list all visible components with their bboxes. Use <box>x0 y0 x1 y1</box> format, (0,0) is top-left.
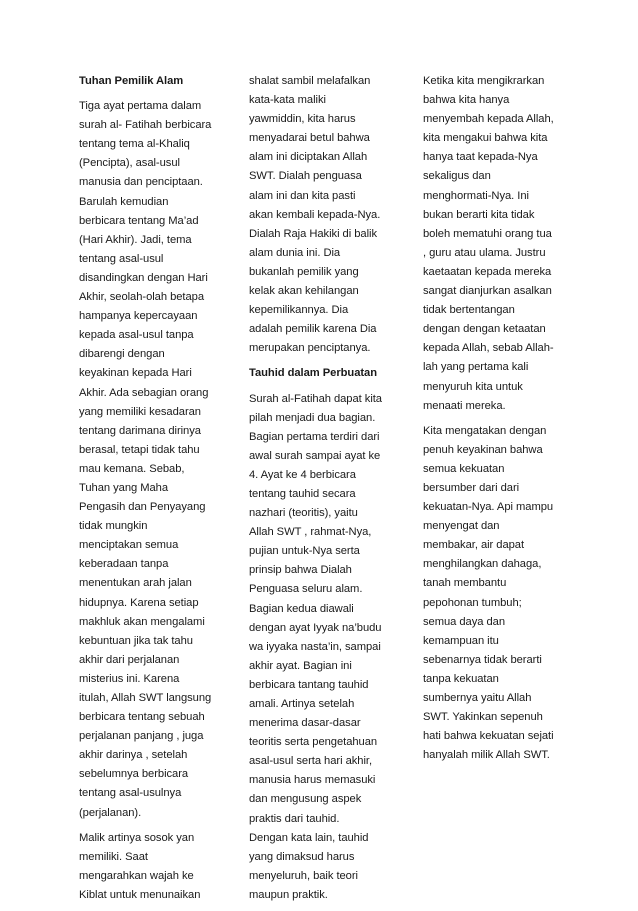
section-heading-tuhan-pemilik-alam: Tuhan Pemilik Alam <box>79 75 184 87</box>
paragraph: Kita mengatakan dengan penuh keyakinan bahwa semua kekuatan bersumber dari dari kekuatan-Nya. Api mampu menyengat dan membakar, air dapat menghilangkan dahaga, tanah membantu pepohonan tumbuh; semua daya dan kemampuan itu sebenarnya tidak berarti tanpa kekuatan sumbernya yaitu Allah SWT. Yakinkan sepenuh hati bahwa kekuatan sejati hanyalah milik Allah SWT. <box>423 424 554 762</box>
section-heading-tauhid-dalam-perbuatan: Tauhid dalam Perbuatan <box>249 367 377 380</box>
column-3 <box>423 72 566 771</box>
paragraph: Ketika kita mengikrarkan bahwa kita hanya menyembah kepada Allah, kita mengakui bahwa kita hanya taat kepada-Nya sekaligus dan menghormati-Nya. Ini bukan berarti kita tidak boleh mematuhi orang tua , guru atau ulama. Justru kaetaatan kepada mereka sangat dianjurkan asalkan tidak bertentangan dengan dengan ketaatan kepada Allah, sebab Allah- lah yang pertama kali menyuruh kita untuk menaati mereka. <box>423 75 554 412</box>
paragraph: Tiga ayat pertama dalam surah al- Fatihah berbicara tentang tema al-Khaliq (Pencipta), asal-usul manusia dan penciptaan. Barulah kemudian berbicara tentang Ma’ad (Hari Akhir). Jadi, tema tentang asal-usul disandingkan dengan Hari Akhir, seolah-olah betapa hampanya kepercayaan kepada asal-usul tanpa dibarengi dengan keyakinan kepada Hari Akhir. Ada sebagian orang yang memiliki kesadaran tentang darimana dirinya berasal, tetapi tidak tahu mau kemana. Sebab, Tuhan yang Maha Pengasih dan Penyayang tidak mungkin menciptakan semua keberadaan tanpa menentukan arah jalan hidupnya. Karena setiap makhluk akan mengalami kebuntuan jika tak tahu akhir dari perjalanan misterius ini. Karena itulah, Allah SWT langsung berbicara tentang sebuah perjalanan panjang , juga akhir darinya , setelah sebelumnya berbicara tentang asal-usulnya (perjalanan). <box>79 100 212 819</box>
column-2 <box>249 72 399 911</box>
paragraph: Surah al-Fatihah dapat kita pilah menjadi dua bagian. Bagian pertama terdiri dari awal surah sampai ayat ke 4. Ayat ke 4 berbicara tentang tauhid secara nazhari (teoritis), yaitu Allah SWT , rahmat-Nya, pujian untuk-Nya serta prinsip bahwa Dialah Penguasa seluru alam. Bagian kedua diawali dengan ayat Iyyak na’budu wa iyyaka nasta’in, sampai akhir ayat. Bagian ini berbicara tantang tauhid amali. Artinya setelah menerima dasar-dasar teoritis serta pengetahuan asal-usul serta hari akhir, manusia harus memasuki dan mengusung aspek praktis dari tauhid. Dengan kata lain, tauhid yang dimaksud harus menyeluruh, baik teori maupun praktik. <box>249 392 382 901</box>
paragraph: shalat sambil melafalkan kata-kata maliki yawmiddin, kita harus menyadarai betul bahwa alam ini diciptakan Allah SWT. Dialah penguasa alam ini dan kita pasti akan kembali kepada-Nya. Dialah Raja Hakiki di balik alam dunia ini. Dia bukanlah pemilik yang kelak akan kehilangan kepemilikannya. Dia adalah pemilik karena Dia merupakan penciptanya. <box>249 75 381 355</box>
column-1 <box>79 72 216 911</box>
paragraph: Malik artinya sosok yan memiliki. Saat mengarahkan wajah ke Kiblat untuk menunaikan <box>79 831 201 901</box>
